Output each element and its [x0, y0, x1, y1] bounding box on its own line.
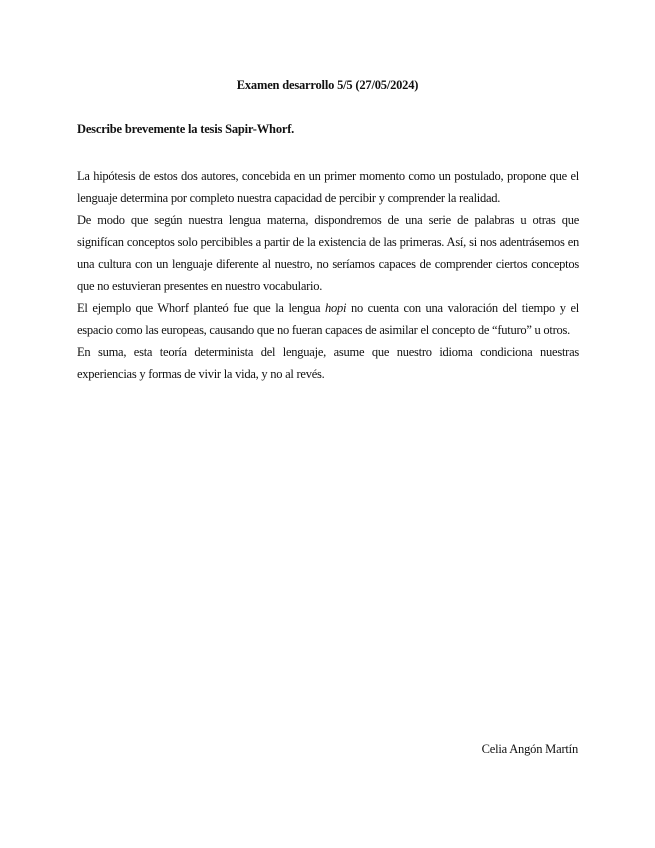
exam-question: Describe brevemente la tesis Sapir-Whorf. — [77, 122, 295, 136]
author-signature: Celia Angón Martín — [481, 742, 578, 756]
paragraph-1: La hipótesis de estos dos autores, concebida en un primer momento como un postulado, propone que el lenguaje determina por completo nuestra capacidad de percibir y comprender la realidad. — [77, 169, 579, 205]
paragraph-2: De modo que según nuestra lengua materna, dispondremos de una serie de palabras u otras que signifícan conceptos solo percibibles a partir de la existencia de las primeras. Así, si nos adentrásemos en una cultura con un lenguaje diferente al nuestro, no seríamos capaces de comprender ciertos conceptos que no estuvieran presentes en nuestro vocabulario. — [77, 213, 579, 293]
paragraph-4: En suma, esta teoría determinista del lenguaje, asume que nuestro idioma condiciona nuestras experiencias y formas de vivir la vida, y no al revés. — [77, 345, 579, 381]
paragraph-3 — [77, 297, 579, 341]
italic-term: hopi — [325, 301, 347, 315]
paragraph-3-start: El ejemplo que Whorf planteó fue que la lengua — [77, 301, 325, 315]
answer-body — [77, 165, 579, 385]
document-title: Examen desarrollo 5/5 (27/05/2024) — [236, 78, 419, 92]
paragraph-3-end: no cuenta con una valoración del tiempo y el espacio como las europeas, causando que no fueran capaces de asimilar el concepto de “futuro” u otros. — [77, 301, 579, 337]
